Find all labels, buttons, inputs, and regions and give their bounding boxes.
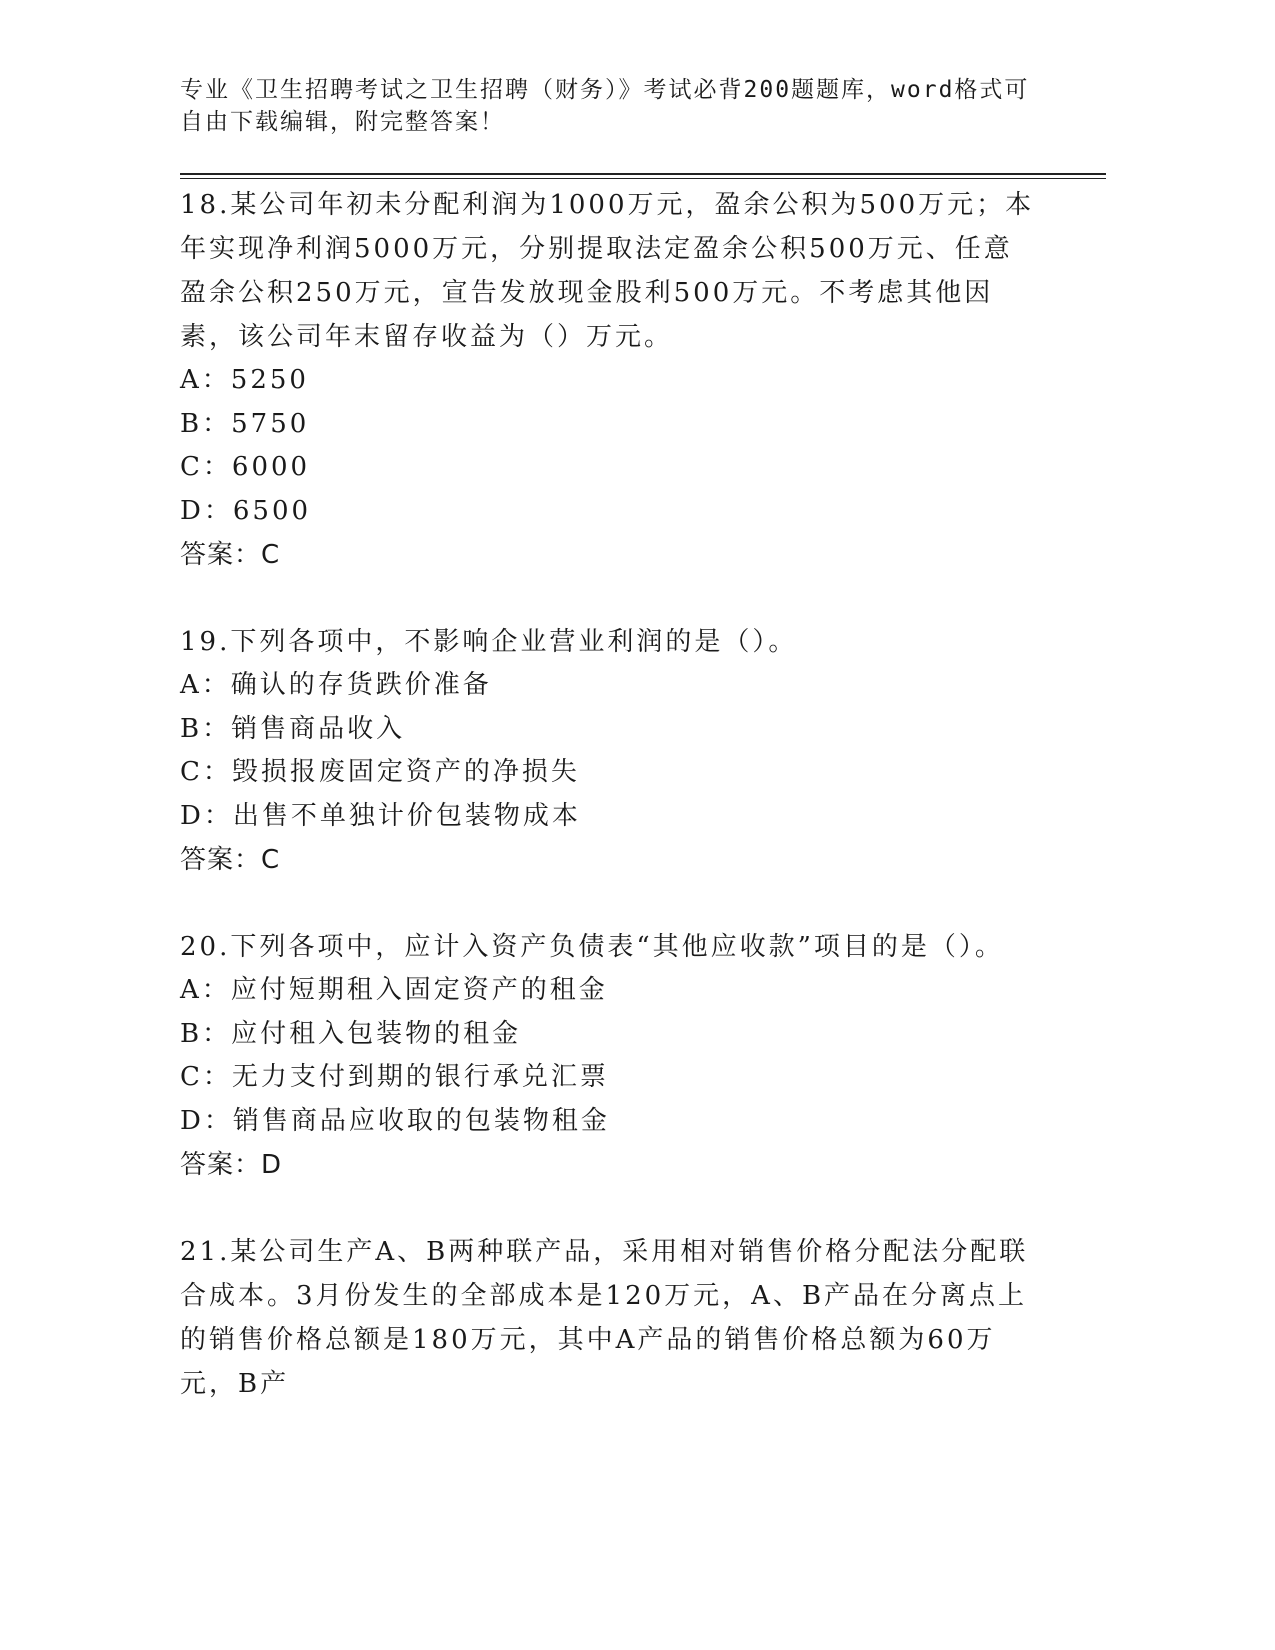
option-key: C： bbox=[180, 757, 232, 787]
question-stem: 18.某公司年初未分配利润为1000万元，盈余公积为500万元；本年实现净利润5000万元，分别提取法定盈余公积500万元、任意盈余公积250万元，宣告发放现金股利500万元。不考虑其他因素，该公司年末留存收益为（）万元。 bbox=[180, 190, 1035, 352]
option-key: D： bbox=[180, 800, 233, 831]
header-divider-thin bbox=[180, 178, 1106, 179]
option-key: B： bbox=[180, 713, 232, 744]
option-text: 无力支付到期的银行承兑汇票 bbox=[231, 1062, 609, 1092]
option-text: 5250 bbox=[230, 365, 309, 395]
option-text: 出售不单独计价包装物成本 bbox=[232, 800, 581, 831]
option-key: B： bbox=[180, 408, 232, 439]
option-text: 5750 bbox=[231, 408, 310, 439]
option-key: C： bbox=[180, 1062, 232, 1092]
question-19 bbox=[180, 620, 1040, 882]
option-key: A： bbox=[180, 365, 231, 395]
answer-line: 答案：C bbox=[180, 540, 281, 570]
answer-line: 答案：D bbox=[180, 1150, 283, 1180]
option-d bbox=[180, 490, 1040, 534]
option-key: D： bbox=[180, 1105, 233, 1136]
option-b bbox=[180, 708, 1040, 752]
option-a bbox=[180, 969, 1040, 1013]
question-18 bbox=[180, 183, 1040, 577]
option-text: 6000 bbox=[231, 452, 311, 482]
answer-line: 答案：C bbox=[180, 845, 281, 875]
option-b bbox=[180, 403, 1040, 447]
question-stem: 19.下列各项中，不影响企业营业利润的是（）。 bbox=[180, 627, 798, 657]
question-list bbox=[180, 183, 1040, 1449]
question-stem: 21.某公司生产A、B两种联产品，采用相对销售价格分配法分配联合成本。3月份发生的全部成本是120万元，A、B产品在分离点上的销售价格总额是180万元，其中A产品的销售价格总额为60万元，B产 bbox=[180, 1237, 1029, 1399]
option-c bbox=[180, 1056, 1040, 1100]
option-a bbox=[180, 359, 1040, 403]
option-text: 销售商品应收取的包装物租金 bbox=[232, 1105, 610, 1136]
option-key: A： bbox=[180, 975, 231, 1005]
option-text: 销售商品收入 bbox=[231, 713, 406, 744]
option-text: 应付租入包装物的租金 bbox=[231, 1018, 522, 1049]
question-21 bbox=[180, 1230, 1040, 1406]
option-b bbox=[180, 1013, 1040, 1057]
option-text: 6500 bbox=[232, 495, 312, 526]
option-text: 毁损报废固定资产的净损失 bbox=[231, 757, 580, 787]
option-d bbox=[180, 1100, 1040, 1144]
header-divider-thick bbox=[180, 173, 1106, 175]
option-key: B： bbox=[180, 1018, 232, 1049]
option-a bbox=[180, 664, 1040, 708]
option-key: C： bbox=[180, 452, 232, 482]
option-c bbox=[180, 751, 1040, 795]
option-c bbox=[180, 446, 1040, 490]
option-key: D： bbox=[180, 495, 233, 526]
option-d bbox=[180, 795, 1040, 839]
question-stem: 20.下列各项中，应计入资产负债表“其他应收款”项目的是（）。 bbox=[180, 932, 1004, 962]
question-20 bbox=[180, 925, 1040, 1187]
option-text: 应付短期租入固定资产的租金 bbox=[230, 975, 608, 1005]
option-text: 确认的存货跌价准备 bbox=[230, 670, 492, 700]
option-key: A： bbox=[180, 670, 231, 700]
document-header: 专业《卫生招聘考试之卫生招聘（财务）》考试必背200题题库，word格式可自由下载编辑，附完整答案！ bbox=[180, 77, 1030, 135]
